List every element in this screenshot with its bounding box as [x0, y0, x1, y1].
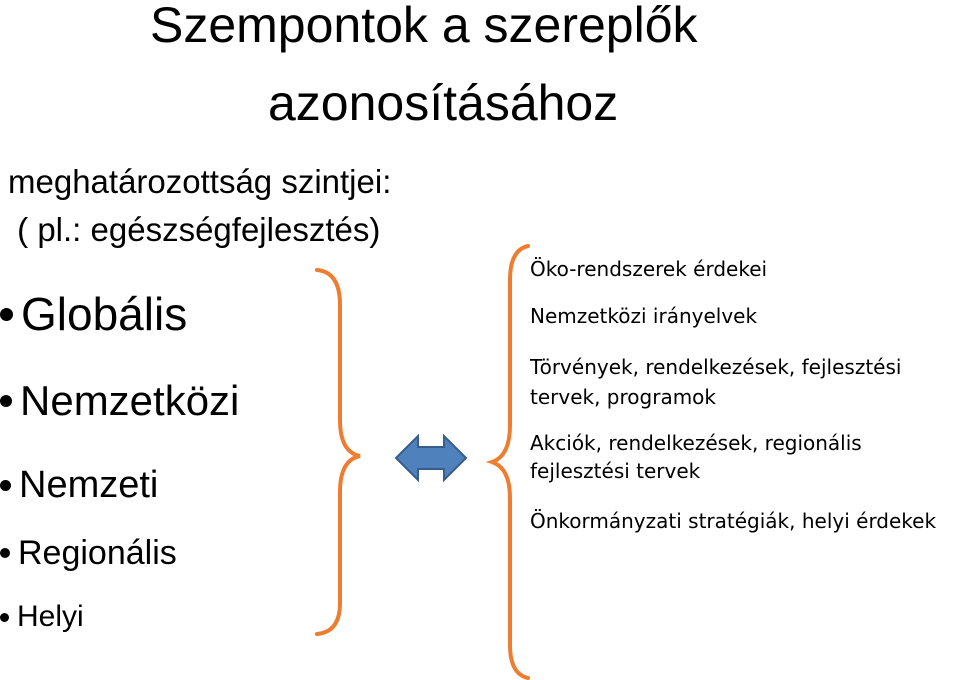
level-label: Nemzetközi [20, 377, 240, 424]
right-item-line-1: Törvények, rendelkezések, fejlesztési [530, 355, 902, 379]
level-label: Nemzeti [19, 464, 159, 506]
right-item-line-1: Nemzetközi irányelvek [530, 304, 758, 328]
right-item-national [530, 351, 901, 411]
right-item-international [530, 304, 757, 328]
right-item-local [530, 507, 936, 535]
right-item-regional [530, 429, 862, 485]
right-brace-icon [492, 246, 528, 678]
title-line-1: Szempontok a szereplők [150, 0, 698, 53]
right-item-ecosystem [530, 257, 767, 281]
right-item-line-2: fejlesztési tervek [530, 459, 701, 483]
right-item-line-1: Akciók, rendelkezések, regionális [530, 431, 862, 455]
level-label: Globális [21, 288, 188, 340]
right-item-line-1: Önkormányzati stratégiák, helyi érdekek [530, 509, 937, 533]
double-arrow-icon [396, 436, 466, 480]
subtitle-line-1: meghatározottság szintjei: [8, 163, 392, 200]
right-item-line-2: tervek, programok [530, 385, 716, 409]
level-label: Regionális [18, 534, 177, 572]
level-label: Helyi [17, 600, 84, 633]
title-line-2: azonosításához [268, 75, 619, 131]
right-item-line-1: Öko-rendszerek érdekei [530, 257, 768, 281]
left-brace-icon [317, 270, 360, 634]
subtitle-line-2: ( pl.: egészségfejlesztés) [8, 211, 381, 248]
